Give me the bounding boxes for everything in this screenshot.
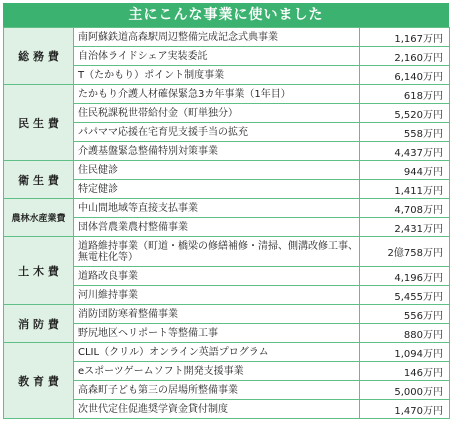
category-label: 消 防 費	[4, 305, 74, 343]
item-label: 特定健診	[74, 180, 360, 199]
item-label: 自治体ライドシェア実装委託	[74, 47, 360, 66]
item-label: たかもり介護人材確保緊急3カ年事業（1年目）	[74, 85, 360, 104]
table-row	[4, 161, 450, 180]
item-amount: 1,094万円	[360, 343, 450, 362]
table-row	[4, 305, 450, 324]
item-amount: 5,520万円	[360, 104, 450, 123]
table-row	[4, 237, 450, 267]
category-label: 農林水産業費	[4, 199, 74, 237]
category-label: 民 生 費	[4, 85, 74, 161]
item-amount: 1,411万円	[360, 180, 450, 199]
table-row	[4, 199, 450, 218]
category-label: 総 務 費	[4, 28, 74, 85]
table-row	[4, 343, 450, 362]
item-label: T（たかもり）ポイント制度事業	[74, 66, 360, 85]
item-label: 南阿蘇鉄道高森駅周辺整備完成記念式典事業	[74, 28, 360, 47]
item-amount: 556万円	[360, 305, 450, 324]
item-label: 団体営農業農村整備事業	[74, 218, 360, 237]
item-amount: 5,000万円	[360, 381, 450, 400]
item-label: 道路維持事業（町道・橋梁の修繕補修・清掃、側溝改修工事、無電柱化等）	[74, 237, 360, 267]
category-label: 衛 生 費	[4, 161, 74, 199]
item-label: 次世代定住促進奨学資金貸付制度	[74, 400, 360, 419]
item-amount: 558万円	[360, 123, 450, 142]
item-label: 住民税課税世帯給付金（町単独分）	[74, 104, 360, 123]
item-label: 中山間地域等直接支払事業	[74, 199, 360, 218]
budget-table	[3, 27, 450, 419]
item-amount: 1,470万円	[360, 400, 450, 419]
item-label: 高森町子ども第三の居場所整備事業	[74, 381, 360, 400]
table-title: 主にこんな事業に使いました	[3, 3, 449, 27]
category-label: 土 木 費	[4, 237, 74, 305]
table-row	[4, 28, 450, 47]
budget-table-container	[3, 3, 449, 441]
item-label: CLIL（クリル）オンライン英語プログラム	[74, 343, 360, 362]
item-amount: 4,437万円	[360, 142, 450, 161]
item-amount: 146万円	[360, 362, 450, 381]
item-amount: 4,196万円	[360, 267, 450, 286]
item-amount: 880万円	[360, 324, 450, 343]
item-amount: 5,455万円	[360, 286, 450, 305]
item-label: 住民健診	[74, 161, 360, 180]
item-label: 道路改良事業	[74, 267, 360, 286]
item-amount: 6,140万円	[360, 66, 450, 85]
category-label: 教 育 費	[4, 343, 74, 419]
item-label: 介護基盤緊急整備特別対策事業	[74, 142, 360, 161]
item-amount: 2億758万円	[360, 237, 450, 267]
item-amount: 618万円	[360, 85, 450, 104]
table-row	[4, 85, 450, 104]
item-amount: 1,167万円	[360, 28, 450, 47]
item-amount: 944万円	[360, 161, 450, 180]
item-label: eスポーツゲームソフト開発支援事業	[74, 362, 360, 381]
item-amount: 2,431万円	[360, 218, 450, 237]
item-label: パパママ応援在宅育児支援手当の拡充	[74, 123, 360, 142]
item-amount: 4,708万円	[360, 199, 450, 218]
item-label: 野尻地区ヘリポート等整備工事	[74, 324, 360, 343]
item-label: 消防団防寒着整備事業	[74, 305, 360, 324]
item-label: 河川維持事業	[74, 286, 360, 305]
item-amount: 2,160万円	[360, 47, 450, 66]
